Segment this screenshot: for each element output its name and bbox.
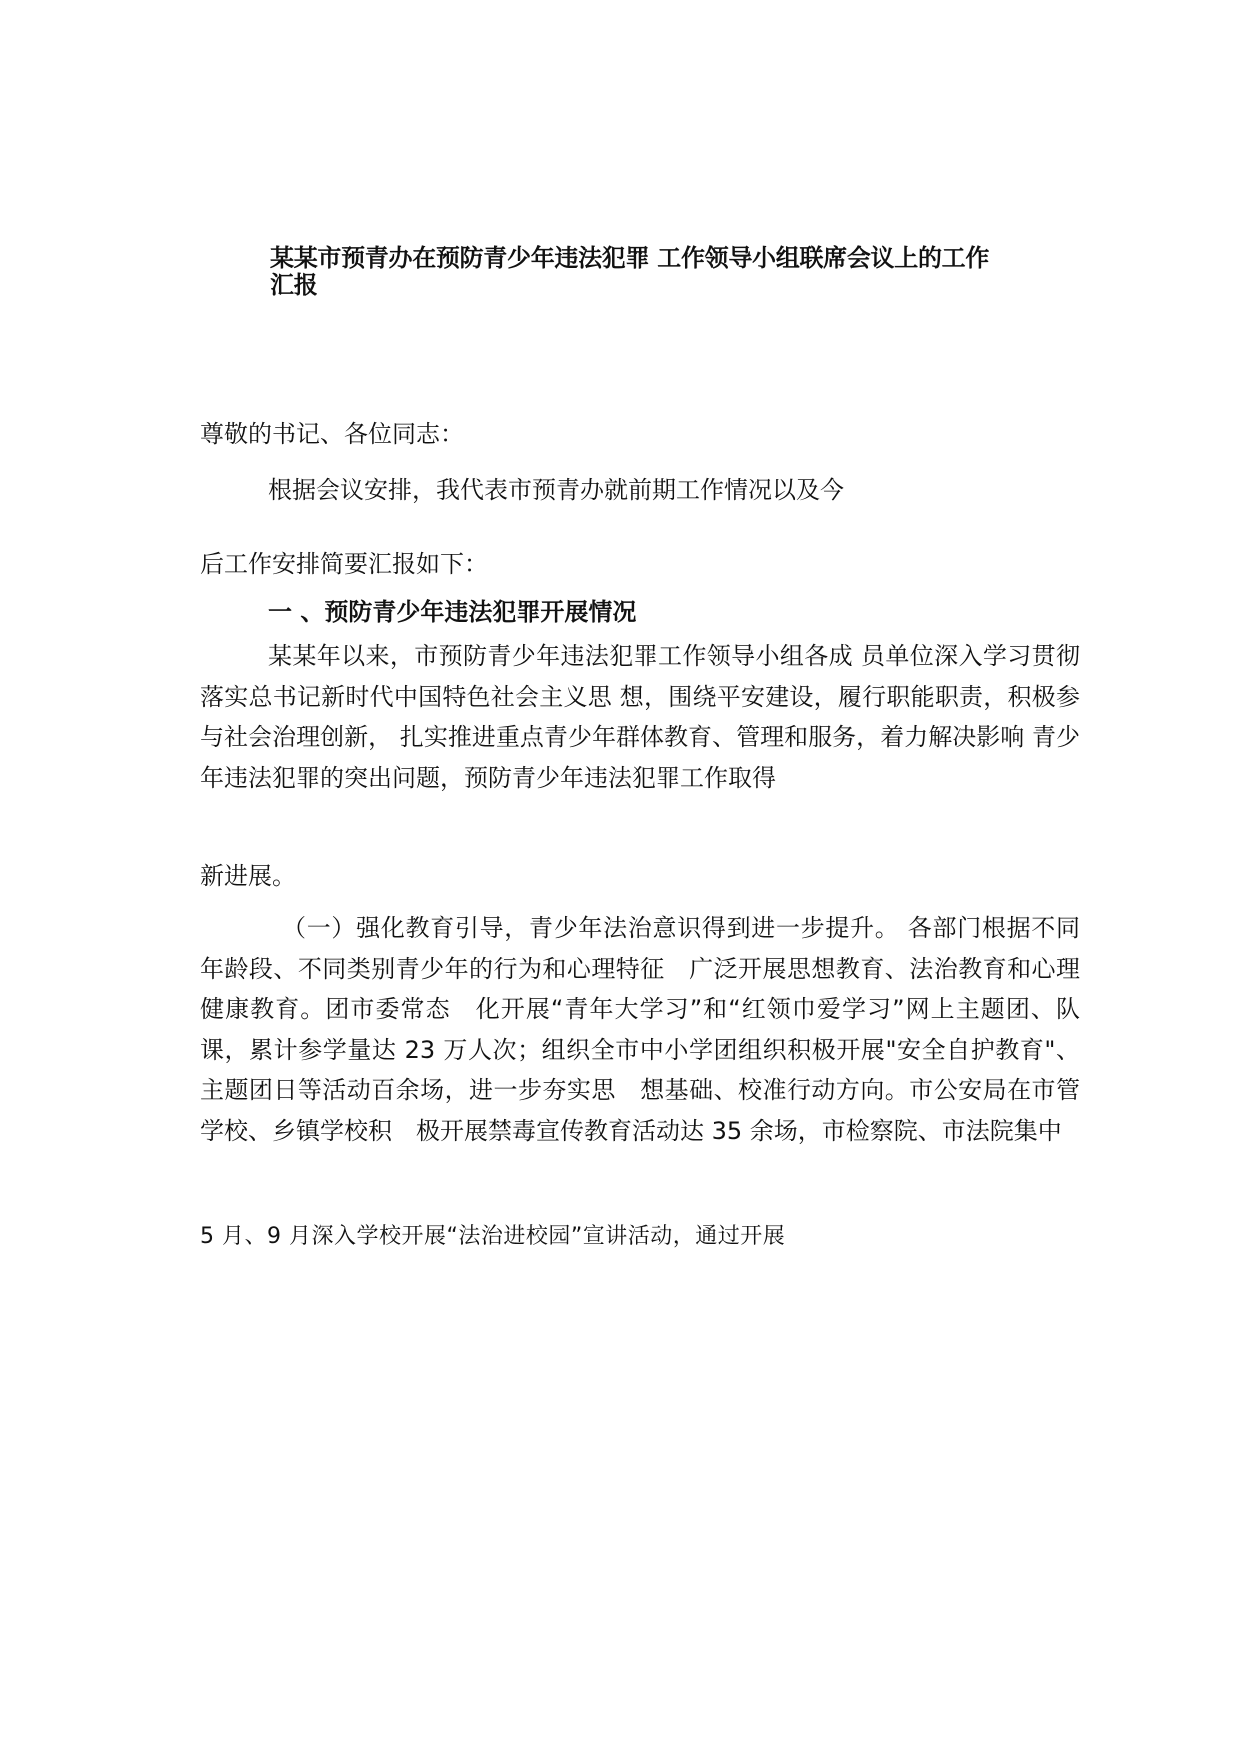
subsection-1-lead: （一） <box>282 914 357 942</box>
greeting: 尊敬的书记、各位同志： <box>200 420 464 448</box>
subsection-1-paragraph-end: 5 月、9 月深入学校开展“法治进校园”宣讲活动，通过开展 <box>200 1224 786 1249</box>
section-heading-1: 一 、预防青少年违法犯罪开展情况 <box>268 598 637 626</box>
section-1-paragraph: 某某年以来，市预防青少年违法犯罪工作领导小组各成 员单位深入学习贯彻落实总书记新时代中国特色社会主义思 想，围绕平安建设，履行职能职责，积极参与社会治理创新， 扎实推进重点青少年群体教育、管理和服务，着力解决影响 青少年违法犯罪的突出问题，预防青少年违法犯罪工作取得 <box>200 642 1080 792</box>
intro-line-1: 根据会议安排，我代表市预青办就前期工作情况以及今 <box>268 476 844 504</box>
subsection-1-paragraph <box>200 908 1104 1151</box>
subsection-1-text: 强化教育引导，青少年法治意识得到进一步提升。 各部门根据不同年龄段、不同类别青少年的行为和心理特征 广泛开展思想教育、法治教育和心理健康教育。团市委常态 化开展“青年大学习”和“红领巾爱学习”网上主题团、队 课，累计参学量达 23 万人次；组织全市中小学团组织积极开展"安全自护教育"、主题团日等活动百余场，进一步夯实思 想基础、校准行动方向。市公安局在市管学校、乡镇学校积 极开展禁毒宣传教育活动达 35 余场，市检察院、市法院集中 <box>200 914 1104 1145</box>
intro-line-2: 后工作安排简要汇报如下： <box>200 550 488 578</box>
document-title: 某某市预青办在预防青少年违法犯罪 工作领导小组联席会议上的工作汇报 <box>270 244 990 299</box>
section-1-paragraph-end: 新进展。 <box>200 862 296 890</box>
